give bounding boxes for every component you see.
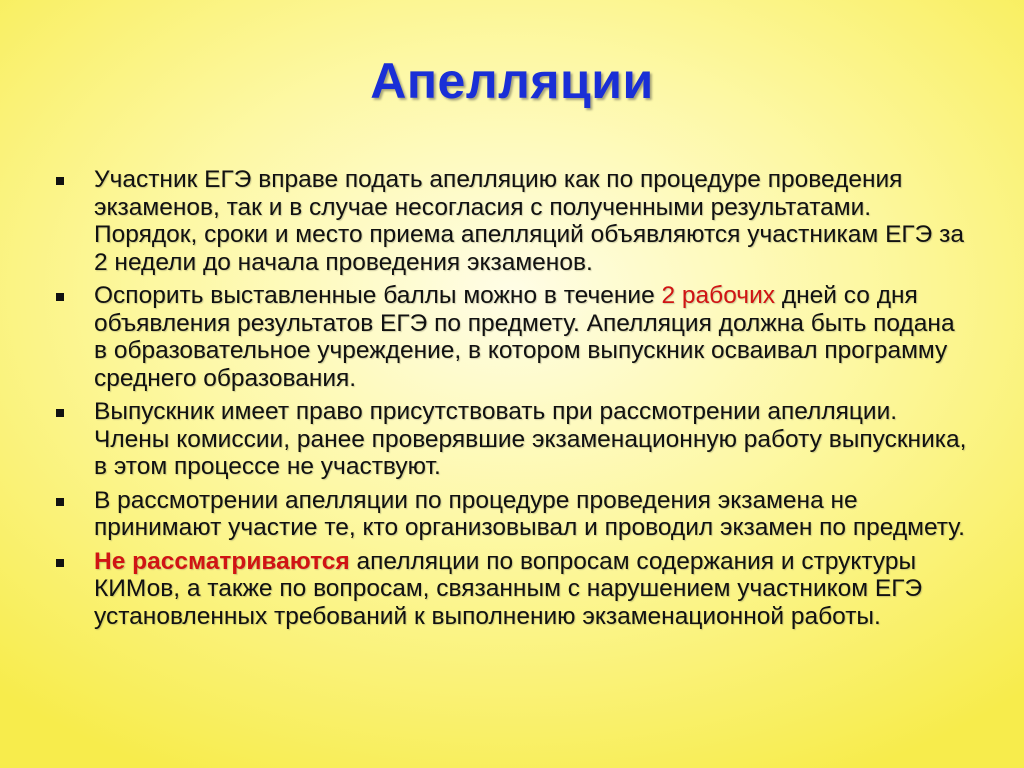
- bullet-item-2: [52, 282, 972, 392]
- bullet-item-5: [52, 548, 972, 631]
- slide-title: Апелляции: [370, 53, 654, 109]
- square-bullet-icon: [56, 559, 64, 567]
- bullet-text-after: дней со дня объявления результатов ЕГЭ по предмету. Апелляция должна быть подана в образовательное учреждение, в котором выпускник осваивал программу среднего образования.: [94, 282, 955, 392]
- square-bullet-icon: [56, 409, 64, 417]
- bullet-list: [52, 166, 972, 636]
- square-bullet-icon: [56, 177, 64, 185]
- square-bullet-icon: [56, 293, 64, 301]
- bullet-item-4: [52, 487, 972, 542]
- bullet-item-3: [52, 398, 972, 481]
- bullet-text-after: апелляции по вопросам содержания и структуры КИМов, а также по вопросам, связанным с нарушением участником ЕГЭ установленных требований к выполнению экзаменационной работы.: [94, 547, 923, 630]
- square-bullet-icon: [56, 498, 64, 506]
- bullet-text: Участник ЕГЭ вправе подать апелляцию как по процедуре проведения экзаменов, так и в случае несогласия с полученными результатами. Порядок, сроки и место приема апелляций объявляются участникам ЕГЭ за 2 недели до начала проведения экзаменов.: [94, 166, 964, 276]
- bullet-item-1: [52, 166, 972, 276]
- bullet-text-before: Оспорить выставленные баллы можно в течение: [94, 282, 662, 309]
- bullet-text: В рассмотрении апелляции по процедуре проведения экзамена не принимают участие те, кто организовывал и проводил экзамен по предмету.: [94, 486, 965, 541]
- bullet-highlight: Не рассматриваются: [94, 547, 350, 575]
- bullet-text: Выпускник имеет право присутствовать при рассмотрении апелляции. Члены комиссии, ранее проверявшие экзаменационную работу выпускника, в этом процессе не участвуют.: [94, 398, 967, 480]
- bullet-highlight: 2 рабочих: [661, 282, 776, 309]
